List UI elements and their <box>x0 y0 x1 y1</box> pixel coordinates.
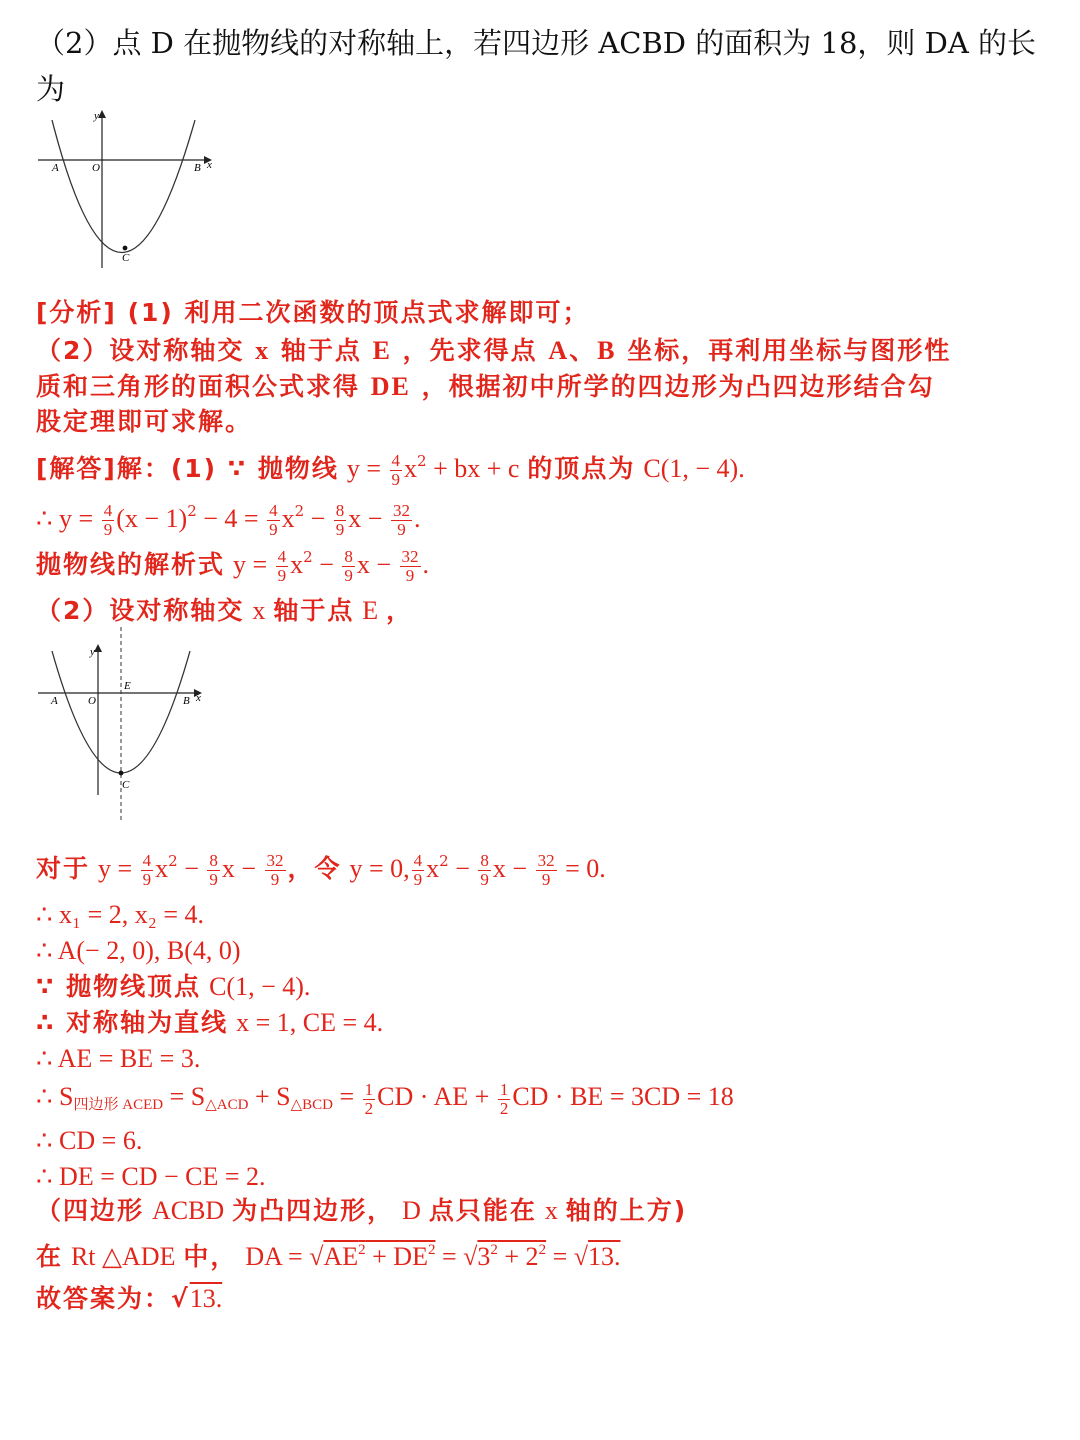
fig2-y-label: y <box>90 646 95 658</box>
frac-8-9-b: $\frac{8}{9}$ <box>344 547 353 585</box>
solution-tag: [解答]解：(1) ∵ 抛物线 <box>36 454 339 483</box>
solution-line-1: [解答]解：(1) ∵ 抛物线 y = $\frac{4}{9}$ $x^2$ + bx + c 的顶点为 C(1, − 4). <box>36 451 745 489</box>
frac-8-9-d: $\frac{8}{9}$ <box>480 851 489 889</box>
fig1-c-label: C <box>122 252 130 264</box>
fig1-o-label: O <box>92 162 100 174</box>
y0: y = 0, <box>349 854 410 883</box>
solution-points: ∴ A(− 2, 0), B(4, 0) <box>36 936 241 965</box>
solution-cd: ∴ CD = 6. <box>36 1126 143 1155</box>
frac-4-9-b: $\frac{4}{9}$ <box>103 501 113 539</box>
fig2-b-label: B <box>183 695 190 707</box>
s1-vertex-text: 的顶点为 <box>527 454 636 483</box>
solution-note: （四边形 ACBD 为凸四边形， D 点只能在 x 轴的上方) <box>36 1196 688 1225</box>
frac-32-9-b: $\frac{32}{9}$ <box>401 547 419 585</box>
s1-y: y = <box>346 454 388 483</box>
s1-x: x <box>404 454 418 483</box>
frac-4-9-e: $\frac{4}{9}$ <box>142 851 152 889</box>
p2-comma: ， <box>386 596 414 625</box>
frac-32-9-d: $\frac{32}{9}$ <box>537 851 555 889</box>
frac-4-9-f: $\frac{4}{9}$ <box>413 851 423 889</box>
solution-axis: ∴ 对称轴为直线 x = 1, CE = 4. <box>36 1008 384 1037</box>
p2-text: （2）设对称轴交 <box>36 596 245 625</box>
analysis-line-3 <box>36 370 935 404</box>
frac-1-2: $\frac{1}{2}$ <box>364 1079 374 1118</box>
frac-8-9: $\frac{8}{9}$ <box>335 501 345 539</box>
analysis-line-2 <box>36 334 951 368</box>
s2-end: − 4 = <box>196 504 266 533</box>
fig2-e-label: E <box>124 680 131 692</box>
s3-pre: 抛物线的解析式 <box>36 550 226 579</box>
analysis-text-2b: 轴于点 <box>280 336 362 365</box>
analysis-text-1: (1) 利用二次函数的顶点式求解即可； <box>127 298 590 327</box>
solution-de: ∴ DE = CD − CE = 2. <box>36 1162 266 1191</box>
fig1-a-label: A <box>52 162 59 174</box>
solution-roots: ∴ x₁ = 2, x₂ = 4. <box>36 900 204 929</box>
s1-bxc: + bx + c <box>426 454 520 483</box>
analysis-de: DE <box>370 372 411 401</box>
ling: ，令 <box>287 854 342 883</box>
duiyu: 对于 <box>36 854 91 883</box>
p2-x: x <box>252 596 266 625</box>
analysis-tag: [分析] <box>36 298 117 327</box>
solution-vertex: ∵ 抛物线顶点 C(1, − 4). <box>36 972 311 1001</box>
solution-line-2: ∴ y = $\frac{4}{9}$ $(x - 1)^2 - 4$ = $\frac{4}{9}$ $x^2$ − $\frac{8}{9}$ x − $\frac{32}{9}$ . <box>36 501 421 539</box>
fig2-a-label: A <box>51 695 58 707</box>
solution-part2-intro <box>36 594 413 628</box>
analysis-line-1 <box>36 296 590 330</box>
analysis-line-4: 股定理即可求解。 <box>36 407 253 436</box>
p2-e: E <box>362 596 379 625</box>
frac-8-9-c: $\frac{8}{9}$ <box>209 851 218 889</box>
fig1-y-label: y <box>94 110 99 122</box>
analysis-e: E <box>372 336 392 365</box>
solution-rt: 在 Rt △ADE 中， DA = $√AE^2 + DE^2 = √3^2 + 2^2 = √13$. <box>36 1242 621 1271</box>
parabola-figure-2 <box>30 625 230 825</box>
solution-line-3: 抛物线的解析式 y = $\frac{4}{9}$ $x^2$ − $\frac{8}{9}$ x − $\frac{32}{9}$ . <box>36 547 430 585</box>
s2-mid: (x − 1) <box>116 504 188 533</box>
analysis-x: x <box>255 336 271 365</box>
parabola-figure-1 <box>30 105 230 275</box>
solution-area: ∴ $S_{四边形 ACED} = S_{\triangle ACD} + S_{\triangle BCD}$ = $\frac{1}{2}$ CD · AE + $\frac{1}{2}$ CD · BE = 3CD = 18 <box>36 1079 734 1118</box>
frac-32-9-c: $\frac{32}{9}$ <box>266 851 284 889</box>
solution-ae: ∴ AE = BE = 3. <box>36 1044 201 1073</box>
analysis-text-3a: 质和三角形的面积公式求得 <box>36 372 361 401</box>
p2-text-b: 轴于点 <box>273 596 355 625</box>
question-text: （2）点 D 在抛物线的对称轴上，若四边形 ACBD 的面积为 18，则 DA 的长为 <box>36 26 1037 106</box>
fig1-x-label: x <box>207 159 212 171</box>
frac-32-9: $\frac{32}{9}$ <box>392 501 410 539</box>
analysis-text-3b: ，根据初中所学的四边形为凸四边形结合勾 <box>421 372 935 401</box>
analysis-text-2c: ，先求得点 <box>402 336 538 365</box>
analysis-text-2a: （2）设对称轴交 <box>36 336 245 365</box>
frac-4-9-c: $\frac{4}{9}$ <box>269 501 278 539</box>
frac-4-9: $\frac{4}{9}$ <box>391 451 401 489</box>
solution-line-duiyu: 对于 y = $\frac{4}{9}$ $x^2$ − $\frac{8}{9}$ x − $\frac{32}{9}$ ，令 y = 0, $\frac{4}{9}$ $x^2$ − $\frac{8}{9}$ x − $\frac{32}{9}$ = 0. <box>36 851 606 889</box>
fig2-o-label: O <box>88 695 96 707</box>
solution-answer: 故答案为：√13. <box>36 1284 223 1313</box>
analysis-text-2d: 坐标，再利用坐标与图形性 <box>627 336 952 365</box>
frac-4-9-d: $\frac{4}{9}$ <box>277 547 287 585</box>
frac-1-2-b: $\frac{1}{2}$ <box>499 1079 509 1118</box>
fig2-c-label: C <box>122 779 130 791</box>
s2-pre: ∴ y = <box>36 504 100 533</box>
analysis-ab: A、B <box>548 336 617 365</box>
s1-vertex: C(1, − 4). <box>643 454 745 483</box>
fig2-x-label: x <box>196 692 201 704</box>
fig1-b-label: B <box>194 162 201 174</box>
